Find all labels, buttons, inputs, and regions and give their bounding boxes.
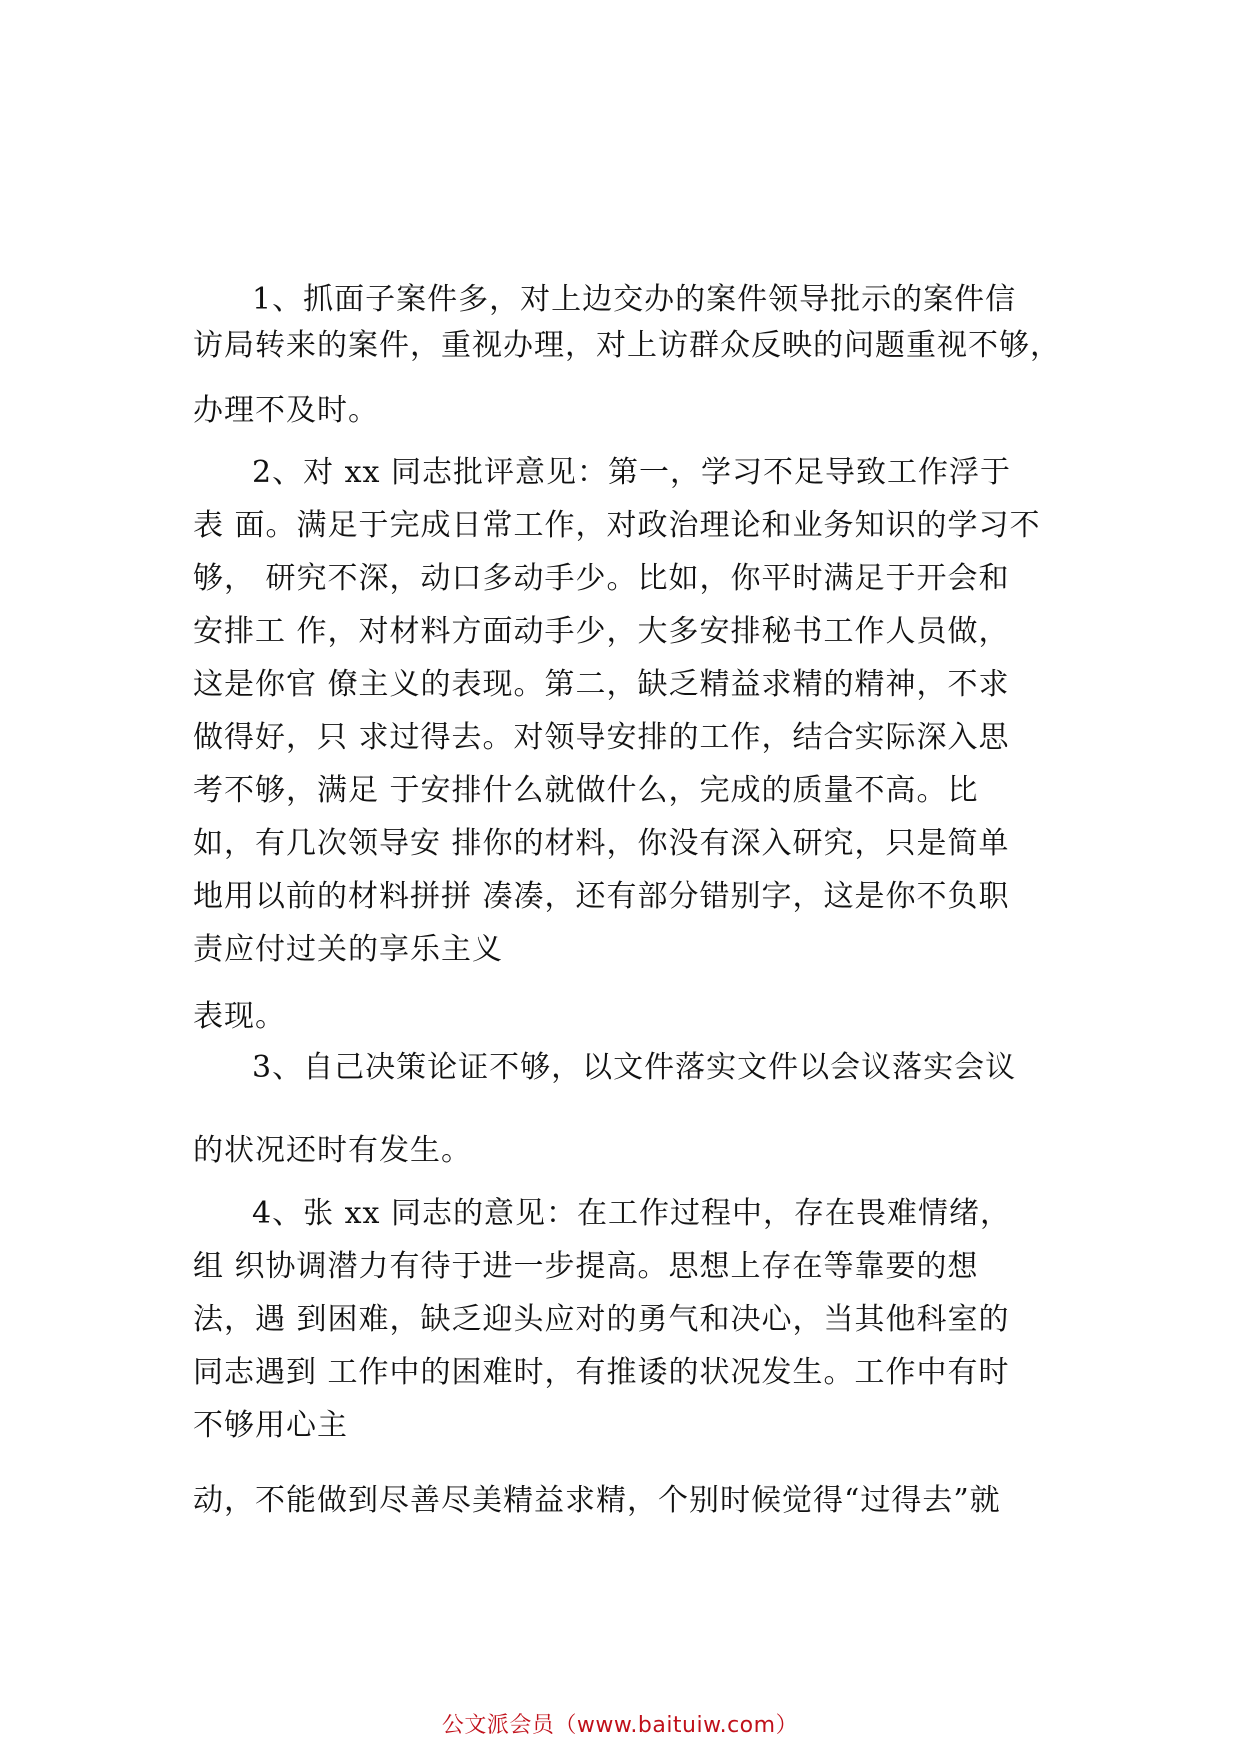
- paragraph-4-line-5: 不够用心主: [193, 1408, 348, 1443]
- paragraph-2-line-8: 如，有几次领导安 排你的材料，你没有深入研究，只是简单: [193, 826, 1010, 861]
- paragraph-2-line-4: 安排工 作，对材料方面动手少，大多安排秘书工作人员做，: [193, 614, 1010, 649]
- paragraph-1-line-1: 1、抓面子案件多，对上边交办的案件领导批示的案件信: [252, 282, 1017, 317]
- paragraph-1-line-2: 访局转来的案件，重视办理，对上访群众反映的问题重视不够，: [193, 328, 1061, 363]
- paragraph-4-line-6: 动，不能做到尽善尽美精益求精，个别时候觉得“过得去”就: [193, 1483, 1001, 1518]
- paragraph-4-line-2: 组 织协调潜力有待于进一步提高。思想上存在等靠要的想: [193, 1249, 979, 1284]
- paragraph-1-line-3: 办理不及时。: [193, 393, 379, 428]
- paragraph-3-line-2: 的状况还时有发生。: [193, 1133, 472, 1168]
- paragraph-2-line-2: 表 面。满足于完成日常工作，对政治理论和业务知识的学习不: [193, 508, 1041, 543]
- paragraph-4-line-3: 法，遇 到困难，缺乏迎头应对的勇气和决心，当其他科室的: [193, 1302, 1010, 1337]
- paragraph-2-line-11: 表现。: [193, 999, 286, 1034]
- paragraph-2-line-9: 地用以前的材料拼拼 凑凑，还有部分错别字，这是你不负职: [193, 879, 1010, 914]
- paragraph-4-line-4: 同志遇到 工作中的困难时，有推诿的状况发生。工作中有时: [193, 1355, 1010, 1390]
- footer-watermark: 公文派会员（www.baituiw.com）: [441, 1713, 799, 1738]
- paragraph-2-line-7: 考不够，满足 于安排什么就做什么，完成的质量不高。比: [193, 773, 979, 808]
- paragraph-2-line-5: 这是你官 僚主义的表现。第二，缺乏精益求精的精神，不求: [193, 667, 1010, 702]
- paragraph-2-line-1: 2、对 xx 同志批评意见：第一，学习不足导致工作浮于: [252, 455, 1011, 490]
- paragraph-4-line-1: 4、张 xx 同志的意见：在工作过程中，存在畏难情绪，: [252, 1196, 1011, 1231]
- paragraph-2-line-3: 够， 研究不深，动口多动手少。比如，你平时满足于开会和: [193, 561, 1010, 596]
- paragraph-2-line-10: 责应付过关的享乐主义: [193, 932, 503, 967]
- paragraph-3-line-1: 3、自己决策论证不够，以文件落实文件以会议落实会议: [252, 1050, 1017, 1085]
- paragraph-2-line-6: 做得好，只 求过得去。对领导安排的工作，结合实际深入思: [193, 720, 1010, 755]
